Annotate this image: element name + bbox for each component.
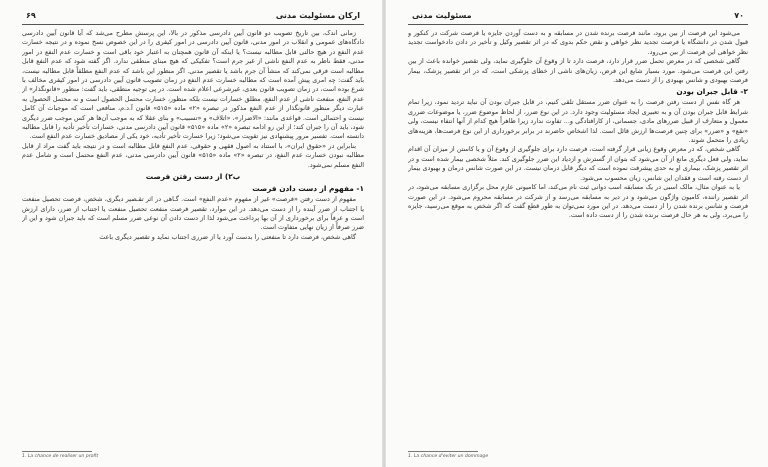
left-footnote-area [0,451,382,463]
left-running-title: ارکان مسئولیت مدنی [275,11,360,20]
right-page [386,0,768,467]
right-running-title: مسئولیت مدنی [412,11,472,20]
left-footnote: 1. La chance de realiser un profit [22,454,99,459]
right-paragraph: می‌شود این فرصت از بین برود، مانند فرصت برنده شدن در مسابقه و به دست آوردن جایزه یا فرصت شرکت در کنکور و قبول شدن در دانشگاه یا فرصت تجدید نظر خواهی و نقض حکم بدوی که در اثر تقصیر وکیل و تأخیر در دادن دادخواست تجدید نظر خواهی این فرصت از بین می‌رود. [408,29,748,56]
right-footnote-area [386,451,768,463]
right-paragraph: هر گاه نفس از دست رفتن فرصت را به عنوان ضرر مستقل تلقی کنیم، در قابل جبران بودن آن نباید تردید نمود، زیرا تمام شرایط قابل جبران بودن آن و به تعبیری ایجاد مسئولیت وجود دارد. در این نوع ضرر، از لحاظ موضوع ضرر، یا موضوعات ضرری معمول و متعارف از قبیل ضررهای مادی، جسمانی، از کارافتادگی و... تفاوت ندارد زیرا ظاهراً هیچ کدام از آنها انتفاء نیست، ولی «نفع» و «ضرر» برای چنین فرصت‌ها ارزش قائل است. لذا اشخاص حاضرند در برابر برخورداری از این نوع فرصت‌ها، هزینه‌های زیادی را متحمل شوند. [408,98,748,145]
left-page [0,0,382,467]
left-body-text [22,29,364,437]
left-running-head [22,10,364,25]
footnote-rule [22,451,92,452]
left-section-heading: ب‌۲) از دست رفتن فرصت [145,172,241,182]
right-running-head [408,10,748,25]
left-paragraph: مفهوم از دست رفتن «فرصت» غیر از مفهوم «عدم النفع» است. گـاهی در اثر تقـصیر دیگری، شخص، فرصت تحصیل منفعت یا اجتناب از ضرر آینده را از دست می‌دهد. در این موارد، تقصیر فرصت منفعت تحصیل منفعت یا اجتناب از ضرر، دارای ارزش است و عرفاً برای برخورداری از آن بها پرداخت می‌شود لذا از دست دادن آن نوعی ضرر مسلم است که باید جبران شود و این از ضرر صرفاً از زیان نهایی متفاوت است. [22,195,364,232]
right-page-number: ۷۰ [734,11,744,20]
right-paragraph: گاهی شخص، که در معرض وقوع زیانی قرار گرفته است، فرصت دارد برای جلوگیری از وقوع آن و یا کاستن از میزان آن اقدام نماید، ولی فعل دیگری مانع از آن می‌شود که بتوان از گسترش و ازدیاد این ضرر جلوگیری کند. مثلاً شخصی بیمار شده است و در اثر تقصیر پزشک، بیماری او به حدی پیشرفت نموده است که دیگر قابل درمان نیست. در این صورت شانس درمان و بهبودی بیمار از دست رفته است و فقدان این شانس، زیان محسوب می‌شود. [408,145,748,182]
left-paragraph: زمانی اندک، بین تاریخ تصویب دو قانون آیین دادرسی مذکور در بالا، این پرسش مطرح می‌شد که آیا قانون آیین دادرسی دادگاه‌های عمومی و انقلاب در امور مدنی، قانون آیین دادرسی در امور کیفری را در این خصوص نسخ نموده و در نتیجه خسارت عدم النفع در هیچ حالتی قابل مطالبه نیست؟ یا اینکه آن قانون همچنان به اعتبار خود باقی است و خسارت عدم النفع در امور مدنی، فقط ناظر به عدم النفع ناشی از غیر جرم است؟ تفکیکی که هیچ مبنای منطقی ندارد. اگر گفته شود که عدم النفع قابل مطالبه است فرقی نمی‌کند که منشأ آن جرم باشد یا تقصیر مدنی. اگر منظور این باشد که عدم النفع مطلقاً قابل مطالبه نیست، باید گفت: چه امری پیش آمده است که مطالبه خسارت عدم النفع در زمان تصویب قانون آیین دادرسی در امور کیفری مخالف با شرع بوده است، در زمان تصویب قانون بعدی، غیرشرعی اعلام شده است. در پی توجیه منطقی، باید گفت: منظور «قانونگذار» از عدم النفع، منفعت ناشی از عدم النفع، مطلق خسارات نیست بلکه منظور، خسارت محتمل الحصول است و نه محتمل الحصول به عبارت دیگر منظور قانونگذار از عدم النفع مذکور در تبصره «۲» ماده «۵۱۵» قانون آ.د.م، منافعی است که موجبات آن کامل نیست و احتمالی است. قواعدی مانند: «الاضرار»، «اتلاف» و «تسبیب» و بنای عقلا که به موجب آن‌ها هر کس موجب ضرر دیگری شود، باید آن را جبران کند؛ از این رو ادامه تبصره «۲» ماده «۵۱۵» قانون آیین دادرسی مدنی، خسارات تأخیر تأدیه را قابل مطالبه دانسته است. تفسیر مرور پیشنهادی نیز تقویت می‌شود؛ زیرا خسارت تأخیر تأدیه، خود یکی از مصادیق خسارت عدم النفع است. [22,29,364,141]
right-paragraph: گاهی شخصی که در معرض تحمل ضرر قرار دارد، فرصت دارد تا از وقوع آن جلوگیری نماید، ولی تقصیر خوانده باعث از بین رفتن این فرصت می‌شود. مورد بسیار شایع این فرض، زیان‌های ناشی از خطای پزشکی است، که در اثر تقصیر پزشک، بیمار فرصت بهبودی و شانس بهبودی را از دست می‌دهد. [408,57,748,85]
left-paragraph: بنابراین در «حقوق ایران»، با استناد به اصول فقهی و حقوقی، عدم النفع قابل مطالبه است و در نتیجه باید گفت مراد از قابل مطالبه نبودن خسارت عدم النفع، در تبصره «۲» ماده «۵۱۵» قانون آیین دادرسی مدنی، عدم النفع محتمل است و شامل عدم النفع مسلم نمی‌شود. [22,141,364,169]
right-paragraph: یا به عنوان مثال، مالک اسبی در یک مسابقه اسب دوانی ثبت نام می‌کند، اما کامیونی عازم محل برگزاری مسابقه می‌شود، در اثر تقصیر راننده، کامیون واژگون می‌شود و در دیر به مسابقه می‌رسد و از شرکت در مسابقه محروم می‌شود. در این صورت فرصت و شانس برنده شدن را از دست می‌دهد. در این مورد نمی‌توان به طور قطع گفت که اگر شخص به موقع می‌رسید، جایزه را می‌برد، ولی به هر حال فرصت برنده شدن را از دست داده است. [408,183,748,220]
right-footnote: 1. La chance d'eviter un dommage [408,454,489,459]
left-subsection-heading: ۱- مفهوم از دست دادن فرصت [252,184,364,194]
footnote-rule [408,451,478,452]
right-body-text [408,29,748,437]
left-page-number: ۶۹ [26,11,36,20]
left-paragraph: گاهی شخص، فرصت دارد تا منفعتی را بدست آورد یا از ضرری اجتناب نماید و تقصیر دیگری باعث [99,232,356,241]
right-section-heading: ۲- قابل جبران بودن [676,87,748,97]
